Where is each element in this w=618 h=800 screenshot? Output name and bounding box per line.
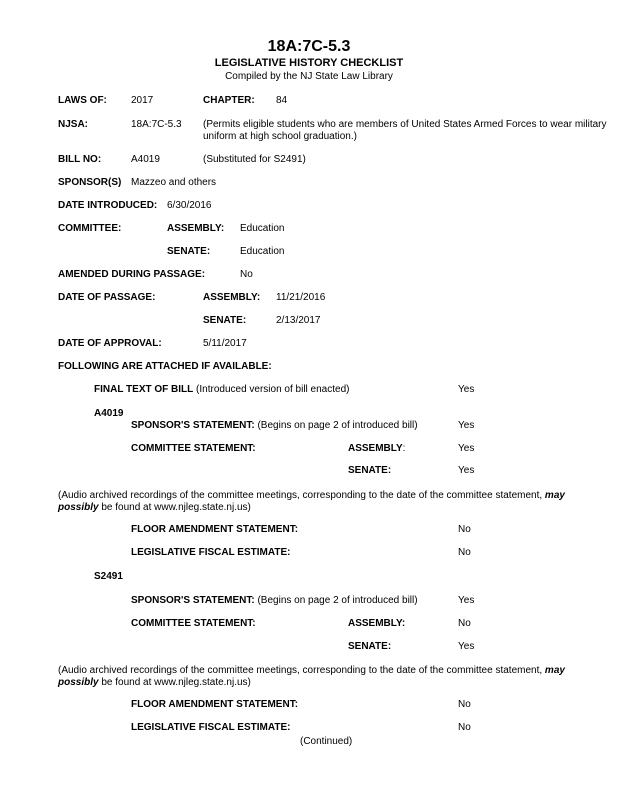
s2491-floor-amendment-value: No: [458, 699, 471, 710]
a4019-assembly-value: Yes: [458, 443, 475, 454]
s2491-audio-note-start: (Audio archived recordings of the committee meetings, corresponding to the date of the committee statement,: [58, 665, 545, 676]
s2491-assembly-value: No: [458, 618, 471, 629]
continued-note: (Continued): [300, 736, 353, 747]
s2491-sponsor-statement-value: Yes: [458, 595, 475, 606]
s2491-senate-label: SENATE:: [348, 641, 392, 652]
njsa-value: 18A:7C-5.3: [131, 119, 182, 130]
committee-assembly-value: Education: [240, 223, 285, 234]
amended-label: AMENDED DURING PASSAGE:: [58, 269, 206, 280]
compiled-by: Compiled by the NJ State Law Library: [225, 71, 393, 82]
a4019-sponsor-statement-value: Yes: [458, 420, 475, 431]
s2491-label: S2491: [94, 571, 123, 582]
committee-assembly-label: ASSEMBLY:: [167, 223, 225, 234]
final-text-note: (Introduced version of bill enacted): [196, 384, 350, 395]
a4019-senate-value: Yes: [458, 465, 475, 476]
s2491-sponsor-statement-note: (Begins on page 2 of introduced bill): [257, 595, 418, 606]
amended-value: No: [240, 269, 253, 280]
committee-senate-value: Education: [240, 246, 285, 257]
s2491-fiscal-estimate-label: LEGISLATIVE FISCAL ESTIMATE:: [131, 722, 291, 733]
njsa-description-line1: (Permits eligible students who are members of United States Armed Forces to wear military: [203, 119, 607, 130]
final-text-value: Yes: [458, 384, 475, 395]
date-introduced-value: 6/30/2016: [167, 200, 212, 211]
committee-senate-label: SENATE:: [167, 246, 211, 257]
a4019-committee-statement-label: COMMITTEE STATEMENT:: [131, 443, 256, 454]
page-subtitle: LEGISLATIVE HISTORY CHECKLIST: [214, 57, 404, 69]
s2491-audio-note-emphasis: may possibly: [58, 665, 565, 688]
approval-value: 5/11/2017: [203, 338, 247, 349]
page-title: 18A:7C-5.3: [267, 38, 351, 55]
njsa-description-line2: uniform at high school graduation.): [203, 131, 357, 142]
a4019-sponsor-statement-note: (Begins on page 2 of introduced bill): [257, 420, 418, 431]
a4019-audio-note: [58, 490, 603, 514]
chapter-label: CHAPTER:: [203, 95, 255, 106]
s2491-senate-value: Yes: [458, 641, 475, 652]
a4019-fiscal-estimate-label: LEGISLATIVE FISCAL ESTIMATE:: [131, 547, 291, 558]
s2491-fiscal-estimate-value: No: [458, 722, 471, 733]
a4019-assembly-colon: :: [402, 443, 406, 454]
a4019-sponsor-statement-row: [131, 420, 418, 432]
passage-assembly-value: 11/21/2016: [276, 292, 326, 303]
passage-senate-label: SENATE:: [203, 315, 247, 326]
a4019-floor-amendment-value: No: [458, 524, 471, 535]
a4019-label: A4019: [94, 408, 124, 419]
passage-senate-value: 2/13/2017: [276, 315, 321, 326]
s2491-sponsor-statement-label: SPONSOR'S STATEMENT:: [131, 595, 255, 606]
bill-no-value: A4019: [131, 154, 160, 165]
a4019-sponsor-statement-label: SPONSOR'S STATEMENT:: [131, 420, 255, 431]
a4019-audio-note-end: be found at www.njleg.state.nj.us): [98, 502, 251, 513]
a4019-audio-note-start: (Audio archived recordings of the committee meetings, corresponding to the date of the committee statement,: [58, 490, 545, 501]
a4019-audio-note-emphasis: may possibly: [58, 490, 565, 513]
attached-heading: FOLLOWING ARE ATTACHED IF AVAILABLE:: [58, 361, 272, 372]
passage-label: DATE OF PASSAGE:: [58, 292, 156, 303]
passage-assembly-label: ASSEMBLY:: [203, 292, 261, 303]
bill-no-note: (Substituted for S2491): [203, 154, 306, 165]
approval-label: DATE OF APPROVAL:: [58, 338, 162, 349]
committee-label: COMMITTEE:: [58, 223, 122, 234]
sponsor-value: Mazzeo and others: [131, 177, 217, 188]
laws-of-label: LAWS OF:: [58, 95, 107, 106]
a4019-senate-label: SENATE:: [348, 465, 392, 476]
bill-no-label: BILL NO:: [58, 154, 102, 165]
s2491-sponsor-statement-row: [131, 595, 418, 607]
a4019-floor-amendment-label: FLOOR AMENDMENT STATEMENT:: [131, 524, 299, 535]
laws-of-value: 2017: [131, 95, 154, 106]
njsa-label: NJSA:: [58, 119, 89, 130]
s2491-audio-note: [58, 665, 603, 689]
s2491-floor-amendment-label: FLOOR AMENDMENT STATEMENT:: [131, 699, 299, 710]
sponsor-label: SPONSOR(S): [58, 177, 122, 188]
s2491-audio-note-end: be found at www.njleg.state.nj.us): [98, 677, 251, 688]
a4019-assembly-label-row: [348, 443, 405, 455]
a4019-assembly-label: ASSEMBLY: [348, 443, 403, 454]
final-text-row: [94, 384, 349, 396]
chapter-value: 84: [276, 95, 288, 106]
s2491-committee-statement-label: COMMITTEE STATEMENT:: [131, 618, 256, 629]
final-text-label: FINAL TEXT OF BILL: [94, 384, 194, 395]
s2491-assembly-label: ASSEMBLY:: [348, 618, 406, 629]
date-introduced-label: DATE INTRODUCED:: [58, 200, 158, 211]
a4019-fiscal-estimate-value: No: [458, 547, 471, 558]
